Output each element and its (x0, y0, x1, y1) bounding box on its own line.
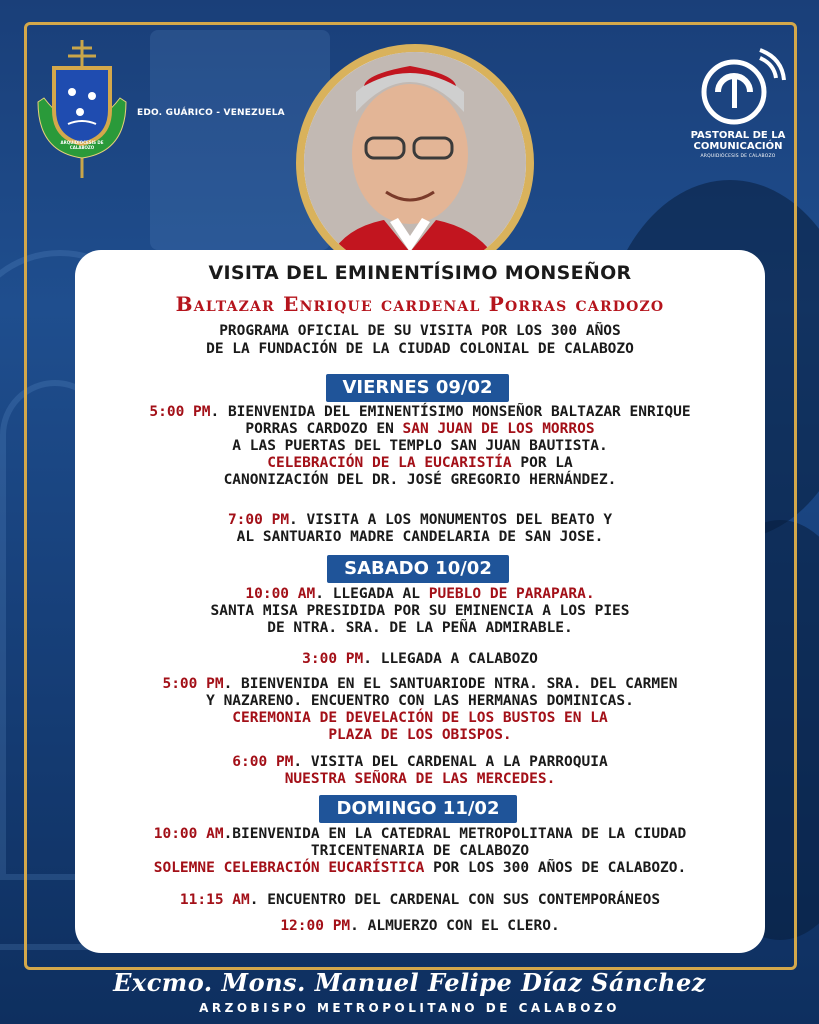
day-banner-domingo: DOMINGO 11/02 (319, 795, 517, 823)
event-highlight: SAN JUAN DE LOS MORROS (402, 421, 595, 437)
event-text: CANONIZACIÓN DEL DR. JOSÉ GREGORIO HERNÁNDEZ. (223, 472, 617, 488)
event-text: POR LA (511, 455, 573, 471)
event-sabado-5pm (75, 676, 765, 744)
event-viernes-7pm (75, 512, 765, 546)
event-time: 5:00 PM (149, 404, 211, 420)
event-highlight: CEREMONIA DE DEVELACIÓN DE LOS BUSTOS EN LA (232, 710, 608, 726)
event-text: . ENCUENTRO DEL CARDENAL CON SUS CONTEMPORÁNEOS (249, 892, 661, 908)
pastoral-comunicacion-logo (688, 48, 788, 178)
event-text: PORRAS CARDOZO EN (245, 421, 403, 437)
event-sabado-3pm (75, 651, 765, 668)
event-text: TRICENTENARIA DE CALABOZO (310, 843, 530, 859)
event-text: Y NAZARENO. ENCUENTRO CON LAS HERMANAS DOMINICAS. (206, 693, 634, 709)
event-time: 12:00 PM (280, 918, 351, 934)
event-text: .BIENVENIDA EN LA CATEDRAL METROPOLITANA DE LA CIUDAD (223, 826, 687, 842)
event-text: . BIENVENIDA DEL EMINENTÍSIMO MONSEÑOR BALTAZAR ENRIQUE (210, 404, 691, 420)
event-domingo-10am (75, 826, 765, 877)
event-highlight: CELEBRACIÓN DE LA EUCARISTÍA (267, 455, 512, 471)
event-text: . LLEGADA AL (315, 586, 429, 602)
event-text: DE NTRA. SRA. DE LA PEÑA ADMIRABLE. (267, 620, 573, 636)
event-time: 3:00 PM (302, 651, 364, 667)
program-line: PROGRAMA OFICIAL DE SU VISITA POR LOS 300 AÑOS (219, 323, 621, 339)
comm-logo-line2: COMUNICACIÓN (693, 141, 783, 152)
event-time: 6:00 PM (232, 754, 294, 770)
event-sabado-6pm (75, 754, 765, 788)
event-time: 11:15 AM (179, 892, 250, 908)
archbishop-title: ARZOBISPO METROPOLITANO DE CALABOZO (199, 1001, 620, 1015)
event-domingo-1115am (75, 892, 765, 909)
event-text: . LLEGADA A CALABOZO (363, 651, 538, 667)
event-sabado-10am (75, 586, 765, 637)
event-time: 7:00 PM (227, 512, 290, 528)
program-description (75, 322, 765, 358)
event-highlight: NUESTRA SEÑORA DE LAS MERCEDES. (284, 771, 556, 787)
comm-logo-line3: ARQUIDIÓCESIS DE CALABOZO (700, 154, 776, 159)
program-card (75, 250, 765, 953)
event-text: . ALMUERZO CON EL CLERO. (350, 918, 560, 934)
event-domingo-12pm (75, 918, 765, 935)
archbishop-signature: Excmo. Mons. Manuel Felipe Díaz Sánchez (113, 968, 706, 997)
event-highlight: SOLEMNE CELEBRACIÓN EUCARÍSTICA (153, 860, 425, 876)
event-text: . VISITA A LOS MONUMENTOS DEL BEATO Y (289, 512, 613, 528)
region-label: EDO. GUÁRICO - VENEZUELA (137, 108, 285, 118)
day-banner-viernes: VIERNES 09/02 (326, 374, 509, 402)
event-viernes-5pm (75, 404, 765, 489)
event-text: A LAS PUERTAS DEL TEMPLO SAN JUAN BAUTISTA. (232, 438, 608, 454)
event-text: . BIENVENIDA EN EL SANTUARIODE NTRA. SRA. DEL CARMEN (223, 676, 678, 692)
event-highlight: PUEBLO DE PARAPARA. (428, 586, 595, 602)
comm-logo-line1: PASTORAL DE LA (690, 130, 786, 141)
event-text: AL SANTUARIO MADRE CANDELARIA DE SAN JOSE. (236, 529, 604, 545)
day-banner-sabado: SABADO 10/02 (327, 555, 509, 583)
cardinal-name: Baltazar Enrique cardenal Porras cardozo (175, 292, 665, 316)
event-text: . VISITA DEL CARDENAL A LA PARROQUIA (293, 754, 608, 770)
archdiocese-coat-of-arms (34, 40, 130, 180)
event-time: 10:00 AM (245, 586, 316, 602)
event-text: SANTA MISA PRESIDIDA POR SU EMINENCIA A LOS PIES (210, 603, 630, 619)
event-time: 10:00 AM (153, 826, 224, 842)
program-line: DE LA FUNDACIÓN DE LA CIUDAD COLONIAL DE CALABOZO (206, 341, 634, 357)
visit-title: VISITA DEL EMINENTÍSIMO MONSEÑOR (208, 262, 632, 284)
event-highlight: PLAZA DE LOS OBISPOS. (328, 727, 512, 743)
event-text: POR LOS 300 AÑOS DE CALABOZO. (424, 860, 687, 876)
coat-of-arms-motto: ARQUIDIOCESIS DE CALABOZO (60, 140, 104, 150)
event-time: 5:00 PM (162, 676, 224, 692)
cardinal-portrait (296, 44, 534, 282)
